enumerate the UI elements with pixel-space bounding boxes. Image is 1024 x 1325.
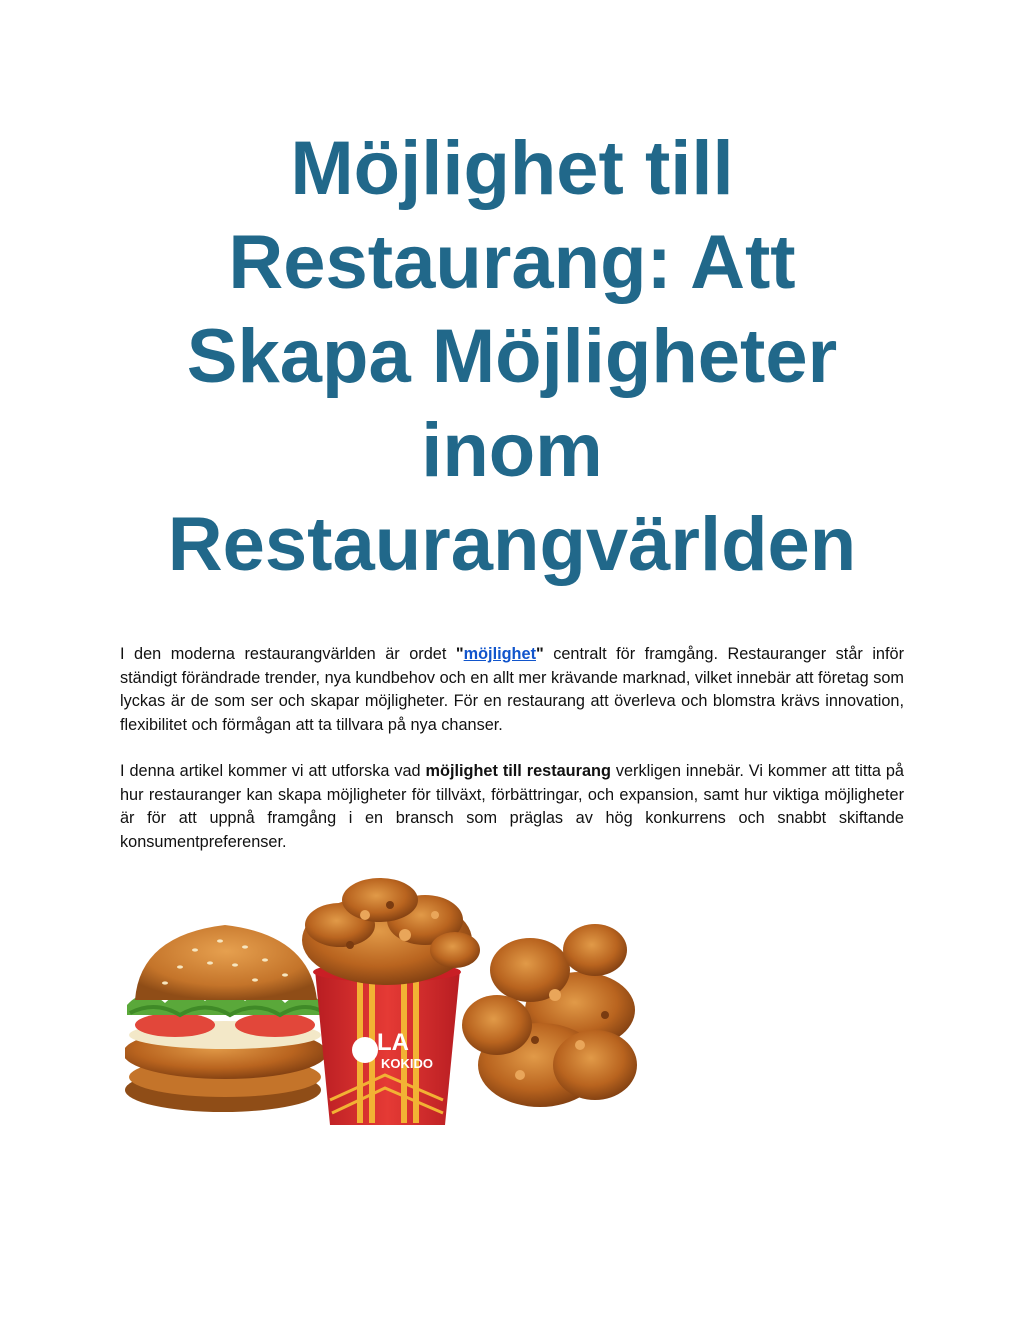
title-line-4: inom <box>421 408 603 493</box>
burger <box>125 925 327 1112</box>
title-line-1: Möjlighet till <box>290 126 734 211</box>
document-title <box>120 122 904 592</box>
quote-open: " <box>455 645 464 663</box>
title-line-2: Restaurang: Att <box>228 220 796 305</box>
article-text-start: I denna artikel kommer vi att utforska vad <box>120 762 426 780</box>
food-image <box>125 875 645 1130</box>
article-text-end: verkligen innebär. Vi kommer att titta på hur restauranger kan skapa möjligheter för tillväxt, förbättringar, och expansion, samt hur viktiga möjligheter är för att uppnå framgång i en bransch som präglas av hög konkurrens och snabbt skiftande konsumentpreferenser. <box>120 762 904 851</box>
title-line-5: Restaurangvärlden <box>167 502 857 587</box>
chicken-bucket <box>313 962 461 1125</box>
title-line-3: Skapa Möjligheter <box>186 314 838 399</box>
chicken-pieces-right <box>462 924 637 1107</box>
intro-text-end: centralt för framgång. Restauranger står inför ständigt förändrade trender, nya kundbehov och en allt mer krävande marknad, vilket innebär att företag som lyckas är de som ser och skapar möjligheter. För en restaurang att överleva och blomstra krävs innovation, flexibilitet och förmågan att ta tillvara på nya chanser. <box>120 645 904 734</box>
bucket-brand-kokido: KOKIDO <box>381 1056 433 1071</box>
article-keyword-bold: möjlighet till restaurang <box>425 762 611 780</box>
quote-close: " <box>535 645 544 663</box>
intro-text-start: I den moderna restaurangvärlden är ordet <box>120 645 456 663</box>
keyword-link-mojlighet[interactable]: möjlighet <box>463 645 536 663</box>
article-paragraph <box>120 760 904 854</box>
intro-paragraph <box>120 643 904 737</box>
bucket-brand-la: LA <box>377 1029 409 1056</box>
